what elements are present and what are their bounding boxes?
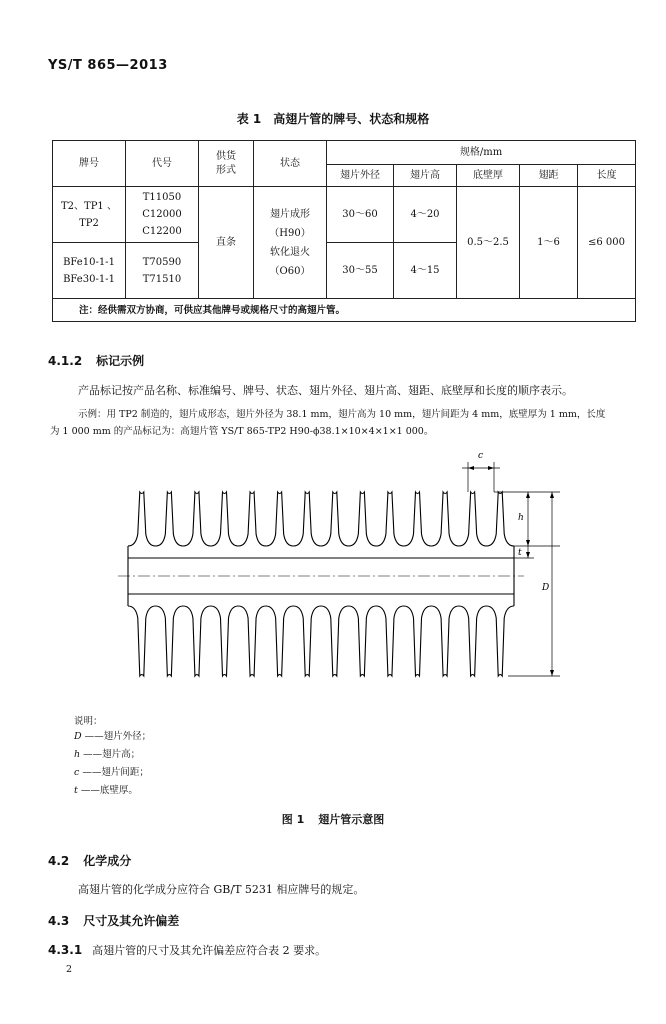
dim-label-c: c [478, 451, 484, 461]
example-line-1: 示例：用 TP2 制造的，翅片成形态，翅片外径为 38.1 mm，翅片高为 10 mm，翅片间距为 4 mm，底壁厚为 1 mm，长度 [78, 409, 606, 420]
spec-table [52, 140, 636, 322]
legend-symbol: h [74, 749, 81, 760]
cell-code: T11050 C12000 C12200 [126, 187, 199, 243]
section-number: 4.1.2 [48, 354, 83, 368]
page-number: 2 [66, 964, 73, 975]
th-pitch: 翅距 [520, 165, 578, 187]
th-temper: 状态 [254, 141, 327, 187]
th-grade: 牌号 [53, 141, 126, 187]
standard-code: YS/T 865—2013 [48, 58, 168, 73]
legend-list [74, 728, 151, 800]
cell-pitch: 1～6 [520, 187, 578, 299]
section-4-2-heading [48, 852, 131, 869]
legend-text: ——翅片间距； [82, 767, 149, 778]
table-caption [0, 110, 666, 127]
cell-outer-dia: 30～60 [327, 187, 394, 243]
figure-number: 图 1 [281, 813, 305, 826]
legend-text: ——翅片高； [83, 749, 141, 760]
fin-profile [128, 606, 514, 676]
table-title: 高翅片管的牌号、状态和规格 [273, 112, 430, 126]
figure-title: 翅片管示意图 [318, 813, 385, 826]
th-fin-height: 翅片高 [394, 165, 457, 187]
cell-supply-form: 直条 [199, 187, 254, 299]
section-4-3-heading [48, 912, 179, 929]
legend-symbol: c [74, 767, 80, 778]
figure-caption [0, 811, 666, 827]
th-code: 代号 [126, 141, 199, 187]
section-title: 化学成分 [83, 854, 132, 868]
legend-item [74, 782, 151, 800]
legend-item [74, 764, 151, 782]
fin-profile [128, 492, 514, 546]
cell-wall: 0.5～2.5 [457, 187, 520, 299]
th-wall: 底壁厚 [457, 165, 520, 187]
marking-paragraph: 产品标记按产品名称、标准编号、牌号、状态、翅片外径、翅片高、翅距、底壁厚和长度的顺序表示。 [78, 384, 573, 397]
legend-text: ——翅片外径； [84, 731, 152, 742]
cell-code: T70590 T71510 [126, 243, 199, 299]
legend-item [74, 728, 151, 746]
example-line-2: 为 1 000 mm 的产品标记为：高翅片管 YS/T 865-TP2 H90-ϕ38.1×10×4×1×1 000。 [50, 426, 434, 437]
section-number: 4.2 [48, 854, 70, 868]
th-length: 长度 [578, 165, 636, 187]
cell-grade: BFe10-1-1 BFe30-1-1 [53, 243, 126, 299]
cell-fin-height: 4～20 [394, 187, 457, 243]
th-spec-group: 规格/mm [327, 141, 636, 165]
cell-length: ≤6 000 [578, 187, 636, 299]
section-title: 尺寸及其允许偏差 [83, 914, 180, 928]
section-4-3-1 [48, 942, 326, 958]
legend-text: ——底壁厚。 [80, 785, 138, 796]
section-number: 4.3 [48, 914, 70, 928]
section-4-1-2-heading [48, 352, 144, 369]
chem-paragraph: 高翅片管的化学成分应符合 GB/T 5231 相应牌号的规定。 [78, 883, 365, 896]
cell-grade: T2、TP1 、TP2 [53, 187, 126, 243]
dim-label-t: t [518, 548, 522, 558]
th-outer-dia: 翅片外径 [327, 165, 394, 187]
fins-bottom [128, 606, 514, 676]
fins-top [128, 492, 514, 546]
table-row [53, 187, 636, 243]
section-text: 高翅片管的尺寸及其允许偏差应符合表 2 要求。 [92, 944, 327, 957]
dim-label-d: D [542, 583, 550, 593]
table-note: 注：经供需双方协商，可供应其他牌号或规格尺寸的高翅片管。 [53, 299, 636, 322]
legend-title: 说明： [74, 716, 103, 727]
legend-item [74, 746, 151, 764]
cell-outer-dia: 30～55 [327, 243, 394, 299]
cell-temper: 翅片成形 （H90） 软化退火 （O60） [254, 187, 327, 299]
fin-tube-diagram [0, 440, 666, 710]
cell-fin-height: 4～15 [394, 243, 457, 299]
section-number: 4.3.1 [48, 943, 83, 957]
dim-label-h: h [518, 513, 524, 523]
th-supply-form: 供货 形式 [199, 141, 254, 187]
section-title: 标记示例 [96, 354, 145, 368]
table-number: 表 1 [236, 112, 262, 126]
legend-symbol: D [74, 731, 82, 742]
legend-symbol: t [74, 785, 78, 796]
